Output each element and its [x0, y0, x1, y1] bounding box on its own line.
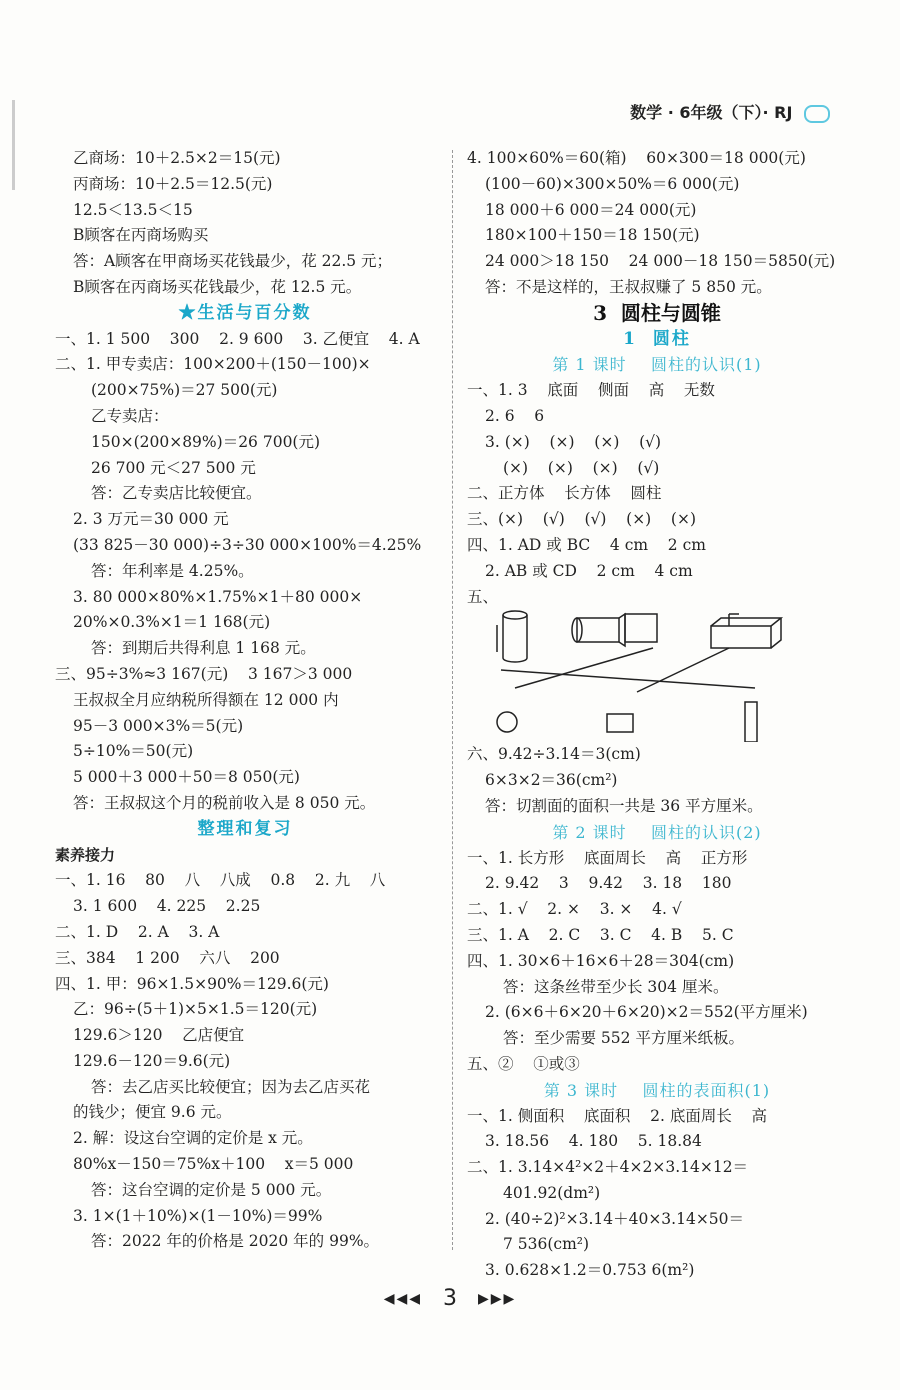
next-arrows-icon: ▶▶▶ — [478, 1291, 517, 1307]
answer-line: 答：至少需要 552 平方厘米纸板。 — [503, 1029, 744, 1048]
cuboid-shape — [711, 614, 781, 648]
answer-line: 答：切割面的面积一共是 36 平方厘米。 — [485, 796, 763, 815]
answer-line: 二、1. √ 2. × 3. × 4. √ — [467, 900, 682, 919]
answer-line: 整理和复习 — [197, 818, 293, 839]
answer-line: 第 2 课时 圆柱的认识(2) — [552, 822, 762, 842]
answer-line: 乙专卖店： — [91, 406, 169, 425]
answer-line: 3. 80 000×80%×1.75%×1＋80 000× — [73, 587, 363, 606]
page-footer — [0, 1286, 900, 1311]
answer-line: 7 536(cm²) — [503, 1235, 590, 1254]
answer-line: 4. 100×60%＝60(箱) 60×300＝18 000(元) — [467, 149, 806, 167]
answer-line: 3 圆柱与圆锥 — [593, 300, 721, 325]
answer-line: 95－3 000×3%＝5(元) — [73, 716, 244, 735]
answer-line: 乙：96÷(5＋1)×5×1.5＝120(元) — [73, 1000, 318, 1019]
answer-line: 三、1. A 2. C 3. C 4. B 5. C — [467, 925, 734, 944]
page-number: 3 — [443, 1286, 457, 1311]
tall-rectangle-view — [745, 702, 757, 742]
answer-line: (100－60)×300×50%＝6 000(元) — [485, 174, 740, 193]
answer-line: B顾客在丙商场购买 — [73, 226, 209, 245]
answer-line: 五、② ①或③ — [467, 1054, 580, 1073]
margin-mark — [12, 100, 15, 190]
answer-line: 一、1. 1 500 300 2. 9 600 3. 乙便宜 4. A — [55, 329, 420, 348]
answer-line: 答：这台空调的定价是 5 000 元。 — [91, 1180, 332, 1199]
answer-line: 第 3 课时 圆柱的表面积(1) — [543, 1080, 771, 1100]
answer-line: 一、1. 3 底面 侧面 高 无数 — [467, 381, 715, 400]
answer-line: 乙商场：10＋2.5×2＝15(元) — [73, 149, 281, 167]
answer-line: 二、1. D 2. A 3. A — [55, 922, 220, 941]
answer-line: 6×3×2＝36(cm²) — [485, 771, 618, 790]
answer-line: 80%x－150＝75%x＋100 x＝5 000 — [73, 1155, 354, 1174]
answer-line: 129.6－120＝9.6(元) — [73, 1051, 231, 1070]
answer-line: 129.6＞120 乙店便宜 — [73, 1026, 245, 1045]
answer-line: 二、1. 甲专卖店：100×200＋(150－100)× — [55, 355, 371, 374]
answer-line: (200×75%)＝27 500(元) — [91, 381, 278, 400]
answer-line: 401.92(dm²) — [503, 1183, 601, 1202]
answer-line: 答：去乙店买比较便宜；因为去乙店买花 — [91, 1077, 371, 1096]
answer-line: 2. 9.42 3 9.42 3. 18 180 — [485, 874, 732, 893]
answer-line: 24 000＞18 150 24 000－18 150＝5850(元) — [485, 252, 836, 271]
answer-line: 3. 0.628×1.2＝0.753 6(m²) — [485, 1261, 695, 1280]
answer-line: 18 000＋6 000＝24 000(元) — [485, 200, 697, 219]
answer-line: 答：不是这样的，王叔叔赚了 5 850 元。 — [485, 277, 772, 296]
answer-line: 三、95÷3%≈3 167(元) 3 167＞3 000 — [55, 664, 353, 683]
answer-line: 答：乙专卖店比较便宜。 — [91, 484, 262, 503]
answer-line: 丙商场：10＋2.5＝12.5(元) — [73, 174, 273, 193]
answer-line: 第 1 课时 圆柱的认识(1) — [552, 355, 762, 375]
answer-line: 3. (×) (×) (×) (√) — [485, 432, 662, 451]
answer-line: 一、1. 16 80 八 八成 0.8 2. 九 八 — [55, 871, 386, 890]
answer-line: 素养接力 — [55, 845, 116, 864]
rectangle-view — [607, 714, 633, 732]
answer-line: (33 825－30 000)÷3÷30 000×100%＝4.25% — [73, 535, 422, 554]
answer-line: 一、1. 长方形 底面周长 高 正方形 — [467, 848, 748, 867]
left-column — [55, 146, 435, 1255]
answer-line: 答：王叔叔这个月的税前收入是 8 050 元。 — [73, 793, 376, 812]
answer-line: ★生活与百分数 — [178, 302, 312, 323]
answer-line: 2. (40÷2)²×3.14＋40×3.14×50＝ — [485, 1209, 745, 1228]
answer-line: 三、(×) (√) (√) (×) (×) — [467, 510, 697, 529]
answer-line: 2. 解：设这台空调的定价是 x 元。 — [73, 1129, 313, 1148]
answer-line: 二、1. 3.14×4²×2＋4×2×3.14×12＝ — [467, 1158, 749, 1177]
answer-line: 1 圆柱 — [623, 328, 691, 349]
circle-view — [497, 712, 517, 732]
prev-arrows-icon: ◀◀◀ — [383, 1291, 422, 1307]
answer-line: 5÷10%＝50(元) — [73, 742, 194, 761]
answer-line: 3. 1 600 4. 225 2.25 — [73, 897, 261, 916]
column-divider — [452, 150, 453, 1250]
answer-line: 的钱少；便宜 9.6 元。 — [73, 1103, 232, 1122]
header-text: 数学 · 6年级（下）· RJ — [630, 103, 793, 122]
answer-line: 三、384 1 200 六八 200 — [55, 948, 280, 967]
answer-line: 2. 3 万元＝30 000 元 — [73, 510, 229, 529]
answer-line: 2. 6 6 — [485, 406, 545, 425]
right-column — [467, 146, 847, 1284]
matching-figure — [467, 610, 847, 742]
answer-line: 五、 — [467, 587, 499, 606]
answer-line: 26 700 元＜27 500 元 — [91, 458, 256, 477]
answer-line: 答：2022 年的价格是 2020 年的 99%。 — [91, 1232, 380, 1251]
solids-matching-diagram — [467, 610, 847, 742]
answer-line: B顾客在丙商场买花钱最少，花 12.5 元。 — [73, 277, 362, 296]
answer-line: 四、1. AD 或 BC 4 cm 2 cm — [467, 535, 706, 554]
book-logo-icon — [804, 105, 830, 123]
answer-line: 四、1. 甲：96×1.5×90%＝129.6(元) — [55, 974, 329, 993]
answer-line: 180×100＋150＝18 150(元) — [485, 226, 700, 245]
answer-line: 20%×0.3%×1＝1 168(元) — [73, 613, 271, 632]
answer-line: 3. 18.56 4. 180 5. 18.84 — [485, 1132, 702, 1151]
answer-line: 二、正方体 长方体 圆柱 — [467, 484, 662, 503]
answer-line: 答：A顾客在甲商场买花钱最少，花 22.5 元； — [73, 252, 393, 271]
answer-line: 3. 1×(1＋10%)×(1－10%)＝99% — [73, 1206, 323, 1225]
answer-line: (×) (×) (×) (√) — [503, 458, 660, 477]
right-column-bottom — [467, 742, 847, 1284]
answer-line: 一、1. 侧面积 底面积 2. 底面周长 高 — [467, 1106, 768, 1125]
answer-line: 12.5＜13.5＜15 — [73, 200, 193, 219]
cylinder-shape — [497, 611, 527, 662]
answer-line: 答：这条丝带至少长 304 厘米。 — [503, 977, 729, 996]
answer-line: 2. (6×6＋6×20＋6×20)×2＝552(平方厘米) — [485, 1003, 808, 1022]
answer-line: 王叔叔全月应纳税所得额在 12 000 内 — [73, 690, 339, 709]
answer-line: 2. AB 或 CD 2 cm 4 cm — [485, 561, 693, 580]
answer-line: 150×(200×89%)＝26 700(元) — [91, 432, 321, 451]
answer-line: 四、1. 30×6＋16×6＋28＝304(cm) — [467, 951, 735, 970]
answer-line: 5 000＋3 000＋50＝8 050(元) — [73, 768, 300, 787]
answer-line: 答：到期后共得利息 1 168 元。 — [91, 639, 316, 658]
answer-line: 答：年利率是 4.25%。 — [91, 561, 254, 580]
lying-cylinder-shape — [572, 614, 657, 646]
page-header — [630, 100, 830, 123]
answer-line: 六、9.42÷3.14＝3(cm) — [467, 745, 641, 764]
right-column-top — [467, 146, 847, 610]
